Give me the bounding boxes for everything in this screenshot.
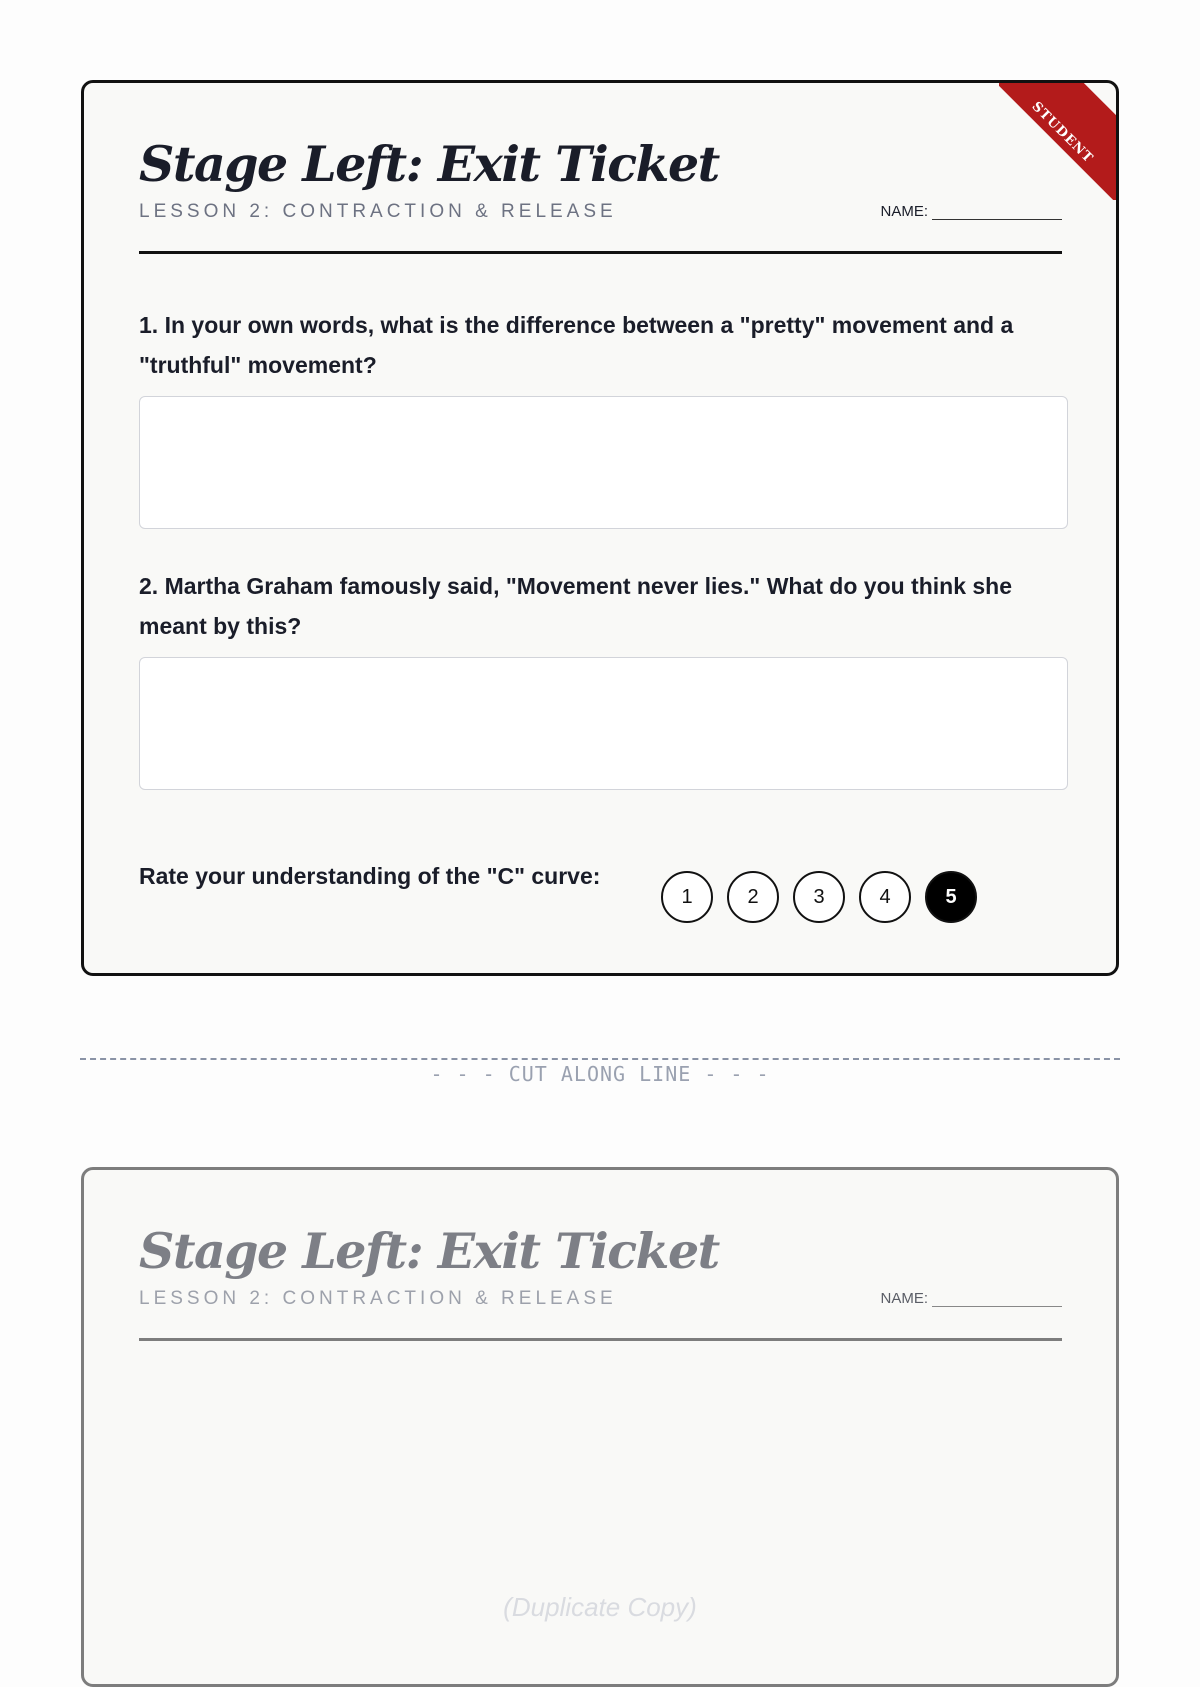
name-field: [880, 203, 1062, 220]
name-input-line[interactable]: [932, 205, 1062, 220]
exit-ticket-card: [81, 80, 1119, 976]
rating-option-5[interactable]: 5: [925, 871, 977, 923]
question-2: 2. Martha Graham famously said, "Movement never lies." What do you think she meant by this?: [139, 573, 1013, 639]
duplicate-name-input-line[interactable]: [932, 1292, 1062, 1307]
name-label: NAME:: [880, 203, 928, 220]
rating-option-3[interactable]: 3: [793, 871, 845, 923]
cut-line-text: - - - CUT ALONG LINE - - -: [424, 1062, 775, 1086]
ticket-subtitle: LESSON 2: CONTRACTION & RELEASE: [139, 201, 617, 222]
cut-line-label: [0, 1062, 1200, 1086]
duplicate-name-label: NAME:: [880, 1290, 928, 1307]
duplicate-note: (Duplicate Copy): [503, 1592, 697, 1622]
duplicate-name-field: [880, 1290, 1062, 1307]
corner-ribbon: [999, 80, 1119, 200]
exit-ticket-duplicate-card: [81, 1167, 1119, 1687]
answer-box-2[interactable]: [139, 657, 1068, 790]
question-1: 1. In your own words, what is the difference between a "pretty" movement and a "truthful" movement?: [139, 312, 1014, 378]
duplicate-title: Stage Left: Exit Ticket: [139, 1222, 719, 1280]
ticket-title: Stage Left: Exit Ticket: [139, 135, 719, 193]
answer-box-1[interactable]: [139, 396, 1068, 529]
header-divider: [139, 251, 1062, 254]
duplicate-subtitle: LESSON 2: CONTRACTION & RELEASE: [139, 1288, 617, 1309]
rating-option-4[interactable]: 4: [859, 871, 911, 923]
rating-label: Rate your understanding of the "C" curve:: [139, 863, 601, 889]
corner-ribbon-label: STUDENT: [999, 80, 1119, 200]
rating-option-2[interactable]: 2: [727, 871, 779, 923]
duplicate-header-divider: [139, 1338, 1062, 1341]
rating-scale: [661, 871, 977, 923]
cut-line: [80, 1058, 1120, 1060]
rating-option-1[interactable]: 1: [661, 871, 713, 923]
